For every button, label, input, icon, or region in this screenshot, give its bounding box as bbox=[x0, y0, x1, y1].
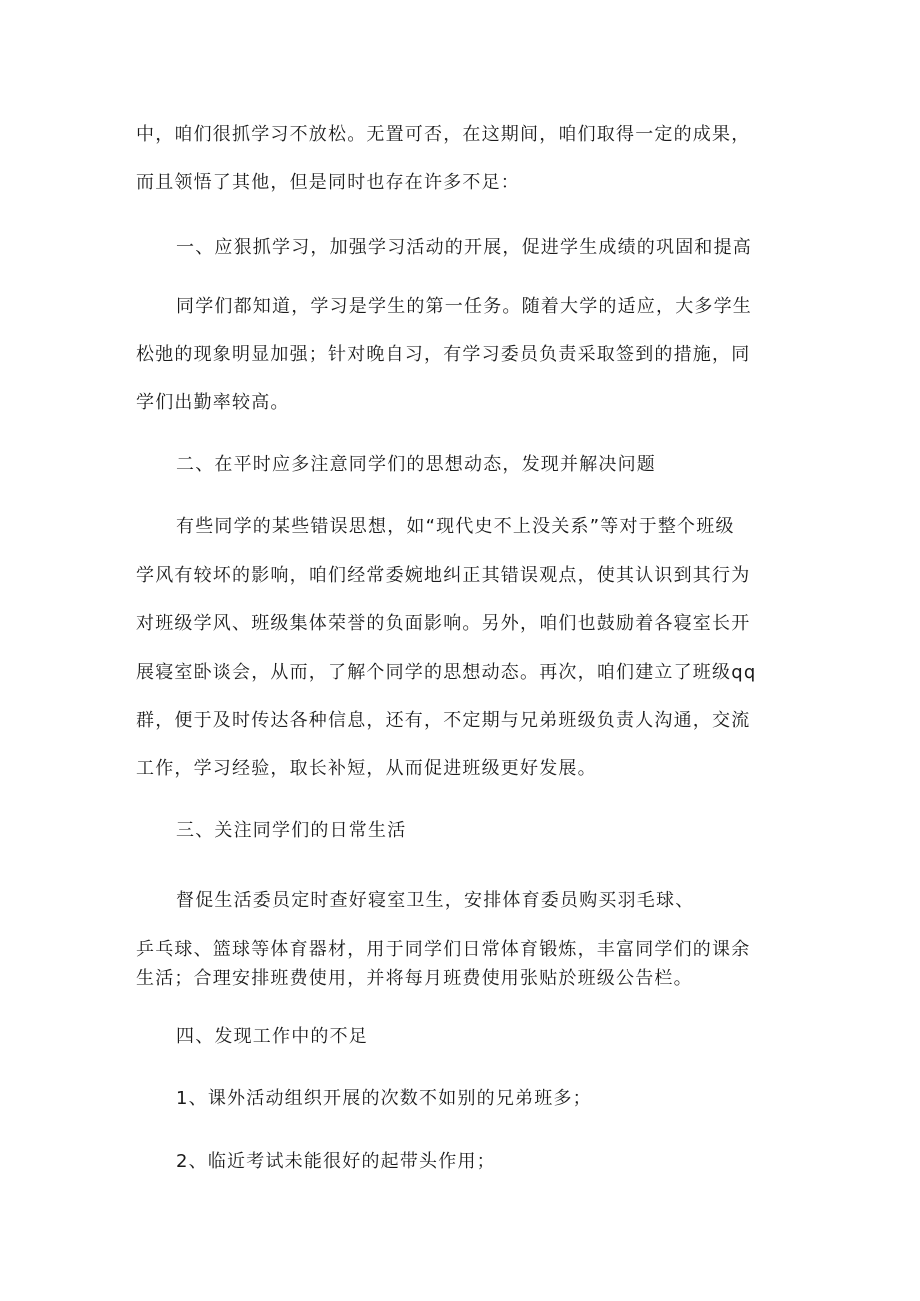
body-text-line: 学风有较坏的影响，咱们经常委婉地纠正其错误观点，使其认识到其行为 bbox=[136, 565, 751, 586]
section-heading-3: 三、关注同学们的日常生活 bbox=[176, 820, 407, 841]
body-text-line: 工作，学习经验，取长补短，从而促进班级更好发展。 bbox=[136, 758, 597, 779]
body-text-line: 松弛的现象明显加强；针对晚自习，有学习委员负责采取签到的措施，同 bbox=[136, 344, 751, 365]
body-text-line: 乒乓球、篮球等体育器材，用于同学们日常体育锻炼，丰富同学们的课余 bbox=[136, 939, 751, 960]
body-text-line: 同学们都知道，学习是学生的第一任务。随着大学的适应，大多学生 bbox=[176, 296, 752, 317]
body-text-line: 学们出勤率较高。 bbox=[136, 392, 290, 413]
body-text-line: 中，咱们很抓学习不放松。无置可否，在这期间，咱们取得一定的成果， bbox=[136, 124, 751, 145]
section-heading-2: 二、在平时应多注意同学们的思想动态，发现并解决问题 bbox=[176, 454, 656, 475]
body-text-line: 而且领悟了其他，但是同时也存在许多不足： bbox=[136, 172, 520, 193]
body-text-line: 有些同学的某些错误思想，如“现代史不上没关系”等对于整个班级 bbox=[176, 516, 735, 537]
list-item-1: 1、课外活动组织开展的次数不如别的兄弟班多； bbox=[176, 1088, 592, 1109]
list-item-2: 2、临近考试未能很好的起带头作用； bbox=[176, 1151, 496, 1172]
body-text-line: 督促生活委员定时查好寝室卫生，安排体育委员购买羽毛球、 bbox=[176, 890, 695, 911]
section-heading-4: 四、发现工作中的不足 bbox=[176, 1026, 368, 1047]
body-text-line: 展寝室卧谈会，从而，了解个同学的思想动态。再次，咱们建立了班级qq bbox=[136, 662, 757, 683]
body-text-line: 生活；合理安排班费使用，并将每月班费使用张贴於班级公告栏。 bbox=[136, 968, 693, 989]
body-text-line: 群，便于及时传达各种信息，还有，不定期与兄弟班级负责人沟通，交流 bbox=[136, 710, 751, 731]
section-heading-1: 一、应狠抓学习，加强学习活动的开展，促进学生成绩的巩固和提高 bbox=[176, 237, 752, 258]
body-text-line: 对班级学风、班级集体荣誉的负面影响。另外，咱们也鼓励着各寝室长开 bbox=[136, 613, 751, 634]
